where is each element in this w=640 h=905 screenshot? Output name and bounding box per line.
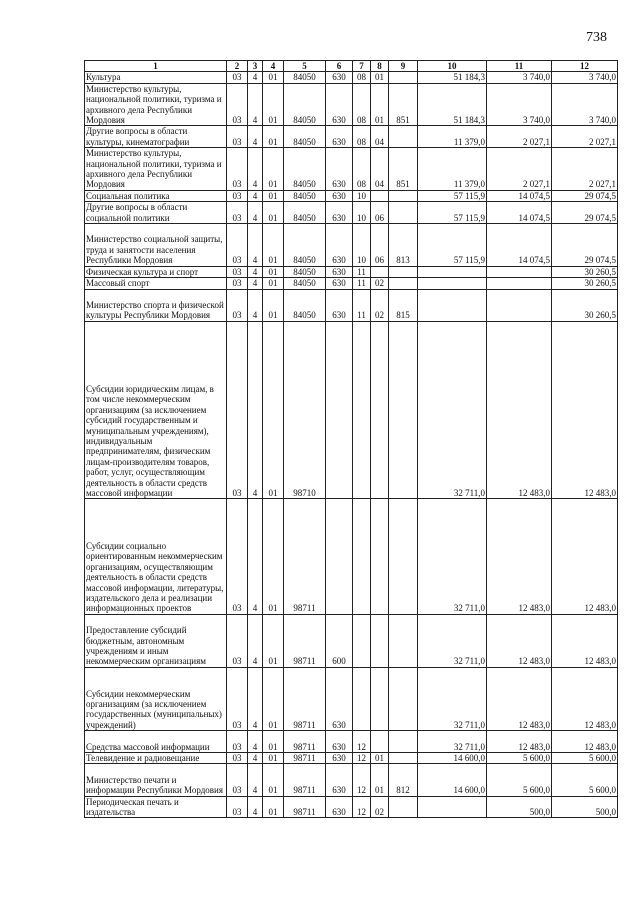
code-col-7: 12 <box>353 764 371 796</box>
amount-col-10: 14 600,0 <box>418 753 487 764</box>
code-col-9 <box>389 266 418 277</box>
column-header: 2 <box>227 61 248 72</box>
table-row <box>85 224 618 267</box>
row-name: Министерство культуры, национальной политики, туризма и архивного дела Республики Мордовия <box>85 83 227 126</box>
code-col-8 <box>371 266 389 277</box>
amount-col-12: 500,0 <box>552 796 618 818</box>
row-name: Периодическая печать и издательства <box>85 796 227 818</box>
code-col-3: 4 <box>248 278 263 289</box>
amount-col-12: 12 483,0 <box>552 321 618 499</box>
column-header: 10 <box>418 61 487 72</box>
code-col-4: 01 <box>263 148 284 191</box>
code-col-6: 630 <box>326 148 353 191</box>
code-col-7: 11 <box>353 289 371 321</box>
code-col-4: 01 <box>263 289 284 321</box>
amount-col-12: 29 074,5 <box>552 202 618 224</box>
amount-col-10 <box>418 266 487 277</box>
code-col-3: 4 <box>248 499 263 614</box>
amount-col-12: 5 600,0 <box>552 753 618 764</box>
code-col-9: 813 <box>389 224 418 267</box>
code-col-7: 08 <box>353 83 371 126</box>
code-col-4: 01 <box>263 202 284 224</box>
table-row <box>85 796 618 818</box>
amount-col-12: 2 027,1 <box>552 126 618 148</box>
column-header: 7 <box>353 61 371 72</box>
amount-col-11: 12 483,0 <box>487 731 552 753</box>
code-col-9 <box>389 667 418 730</box>
code-col-2: 03 <box>227 796 248 818</box>
code-col-7: 10 <box>353 224 371 267</box>
code-col-4: 01 <box>263 796 284 818</box>
column-header: 6 <box>326 61 353 72</box>
code-col-5: 98711 <box>284 796 326 818</box>
column-header: 1 <box>85 61 227 72</box>
code-col-7 <box>353 614 371 667</box>
code-col-7: 11 <box>353 278 371 289</box>
code-col-4: 01 <box>263 278 284 289</box>
code-col-8 <box>371 731 389 753</box>
row-name: Субсидии некоммерческим организациям (за исключением государственных (муниципальных) учреждений) <box>85 667 227 730</box>
table-row <box>85 202 618 224</box>
code-col-2: 03 <box>227 266 248 277</box>
code-col-5: 84050 <box>284 224 326 267</box>
code-col-9 <box>389 499 418 614</box>
code-col-6: 630 <box>326 224 353 267</box>
amount-col-12: 12 483,0 <box>552 667 618 730</box>
row-name: Субсидии юридическим лицам, в том числе некоммерческим организациям (за исключением субсидий государственным и муниципальным учреждениям), индивидуальным предпринимателям, физическим лицам-производителям товаров, работ, услуг, осуществляющим деятельность в области средств массовой информации <box>85 321 227 499</box>
code-col-9 <box>389 126 418 148</box>
table-row <box>85 266 618 277</box>
column-header: 8 <box>371 61 389 72</box>
code-col-4: 01 <box>263 126 284 148</box>
code-col-4: 01 <box>263 753 284 764</box>
code-col-5: 84050 <box>284 83 326 126</box>
code-col-9: 851 <box>389 148 418 191</box>
code-col-8: 02 <box>371 278 389 289</box>
table-row <box>85 83 618 126</box>
column-header: 12 <box>552 61 618 72</box>
code-col-9 <box>389 278 418 289</box>
code-col-3: 4 <box>248 753 263 764</box>
amount-col-11 <box>487 278 552 289</box>
code-col-2: 03 <box>227 126 248 148</box>
code-col-2: 03 <box>227 202 248 224</box>
row-name: Министерство спорта и физической культуры Республики Мордовия <box>85 289 227 321</box>
code-col-3: 4 <box>248 190 263 201</box>
code-col-5: 98711 <box>284 614 326 667</box>
amount-col-11: 2 027,1 <box>487 126 552 148</box>
code-col-9 <box>389 202 418 224</box>
amount-col-10: 11 379,0 <box>418 148 487 191</box>
row-name: Министерство культуры, национальной политики, туризма и архивного дела Республики Мордовия <box>85 148 227 191</box>
page-number: 738 <box>586 30 607 45</box>
table-row <box>85 614 618 667</box>
code-col-5: 84050 <box>284 266 326 277</box>
code-col-8: 01 <box>371 83 389 126</box>
code-col-9 <box>389 753 418 764</box>
code-col-6: 630 <box>326 753 353 764</box>
code-col-5: 84050 <box>284 126 326 148</box>
code-col-6: 630 <box>326 202 353 224</box>
row-name: Министерство социальной защиты, труда и занятости населения Республики Мордовия <box>85 224 227 267</box>
code-col-8: 04 <box>371 148 389 191</box>
code-col-5: 84050 <box>284 190 326 201</box>
code-col-6: 630 <box>326 83 353 126</box>
amount-col-10: 57 115,9 <box>418 224 487 267</box>
table-row <box>85 126 618 148</box>
amount-col-12: 5 600,0 <box>552 764 618 796</box>
code-col-9 <box>389 796 418 818</box>
code-col-6: 630 <box>326 72 353 83</box>
amount-col-10: 32 711,0 <box>418 321 487 499</box>
table-row <box>85 667 618 730</box>
amount-col-10: 51 184,3 <box>418 72 487 83</box>
code-col-7: 12 <box>353 753 371 764</box>
row-name: Другие вопросы в области культуры, кинематографии <box>85 126 227 148</box>
code-col-4: 01 <box>263 321 284 499</box>
amount-col-10: 57 115,9 <box>418 202 487 224</box>
code-col-7 <box>353 667 371 730</box>
code-col-4: 01 <box>263 266 284 277</box>
code-col-2: 03 <box>227 289 248 321</box>
code-col-3: 4 <box>248 72 263 83</box>
code-col-6: 630 <box>326 764 353 796</box>
column-header: 9 <box>389 61 418 72</box>
column-header: 4 <box>263 61 284 72</box>
code-col-6: 600 <box>326 614 353 667</box>
amount-col-11: 3 740,0 <box>487 83 552 126</box>
amount-col-11: 12 483,0 <box>487 321 552 499</box>
table-row <box>85 72 618 83</box>
code-col-4: 01 <box>263 667 284 730</box>
code-col-9: 812 <box>389 764 418 796</box>
code-col-4: 01 <box>263 614 284 667</box>
amount-col-10: 57 115,9 <box>418 190 487 201</box>
amount-col-11: 12 483,0 <box>487 499 552 614</box>
amount-col-12: 29 074,5 <box>552 190 618 201</box>
table-row <box>85 148 618 191</box>
code-col-2: 03 <box>227 148 248 191</box>
code-col-4: 01 <box>263 72 284 83</box>
table-row <box>85 278 618 289</box>
row-name: Массовый спорт <box>85 278 227 289</box>
code-col-5: 98710 <box>284 321 326 499</box>
amount-col-11: 14 074,5 <box>487 202 552 224</box>
amount-col-10: 14 600,0 <box>418 764 487 796</box>
code-col-5: 98711 <box>284 499 326 614</box>
amount-col-11: 12 483,0 <box>487 667 552 730</box>
amount-col-10: 32 711,0 <box>418 499 487 614</box>
code-col-9 <box>389 190 418 201</box>
amount-col-12: 12 483,0 <box>552 731 618 753</box>
code-col-8 <box>371 499 389 614</box>
code-col-4: 01 <box>263 764 284 796</box>
code-col-2: 03 <box>227 224 248 267</box>
amount-col-11: 5 600,0 <box>487 764 552 796</box>
code-col-3: 4 <box>248 731 263 753</box>
code-col-5: 84050 <box>284 148 326 191</box>
code-col-6 <box>326 499 353 614</box>
code-col-3: 4 <box>248 83 263 126</box>
amount-col-10: 32 711,0 <box>418 614 487 667</box>
code-col-8 <box>371 614 389 667</box>
code-col-5: 84050 <box>284 289 326 321</box>
code-col-2: 03 <box>227 667 248 730</box>
code-col-5: 84050 <box>284 202 326 224</box>
code-col-7: 10 <box>353 190 371 201</box>
code-col-6: 630 <box>326 731 353 753</box>
amount-col-11: 500,0 <box>487 796 552 818</box>
code-col-5: 98711 <box>284 764 326 796</box>
code-col-6: 630 <box>326 266 353 277</box>
code-col-3: 4 <box>248 764 263 796</box>
row-name: Предоставление субсидий бюджетным, автономным учреждениям и иным некоммерческим организациям <box>85 614 227 667</box>
code-col-4: 01 <box>263 499 284 614</box>
amount-col-10: 11 379,0 <box>418 126 487 148</box>
code-col-4: 01 <box>263 83 284 126</box>
row-name: Министерство печати и информации Республики Мордовия <box>85 764 227 796</box>
code-col-2: 03 <box>227 321 248 499</box>
amount-col-12: 3 740,0 <box>552 83 618 126</box>
amount-col-12: 30 260,5 <box>552 278 618 289</box>
code-col-7: 12 <box>353 796 371 818</box>
code-col-7: 08 <box>353 72 371 83</box>
code-col-8: 02 <box>371 796 389 818</box>
code-col-9 <box>389 72 418 83</box>
amount-col-11 <box>487 289 552 321</box>
amount-col-10 <box>418 278 487 289</box>
column-header: 11 <box>487 61 552 72</box>
row-name: Физическая культура и спорт <box>85 266 227 277</box>
code-col-3: 4 <box>248 614 263 667</box>
amount-col-11: 3 740,0 <box>487 72 552 83</box>
column-header: 5 <box>284 61 326 72</box>
row-name: Культура <box>85 72 227 83</box>
amount-col-12: 30 260,5 <box>552 289 618 321</box>
code-col-4: 01 <box>263 731 284 753</box>
amount-col-11: 14 074,5 <box>487 190 552 201</box>
code-col-2: 03 <box>227 72 248 83</box>
code-col-9 <box>389 614 418 667</box>
code-col-5: 98711 <box>284 753 326 764</box>
code-col-7: 08 <box>353 148 371 191</box>
code-col-5: 98711 <box>284 667 326 730</box>
budget-table <box>84 60 618 818</box>
code-col-3: 4 <box>248 289 263 321</box>
code-col-3: 4 <box>248 667 263 730</box>
table-body <box>85 72 618 818</box>
code-col-2: 03 <box>227 753 248 764</box>
code-col-8: 02 <box>371 289 389 321</box>
code-col-3: 4 <box>248 202 263 224</box>
code-col-2: 03 <box>227 83 248 126</box>
code-col-3: 4 <box>248 321 263 499</box>
code-col-6: 630 <box>326 289 353 321</box>
table-row <box>85 753 618 764</box>
code-col-6: 630 <box>326 667 353 730</box>
code-col-2: 03 <box>227 614 248 667</box>
amount-col-11: 5 600,0 <box>487 753 552 764</box>
table-row <box>85 289 618 321</box>
amount-col-10: 51 184,3 <box>418 83 487 126</box>
amount-col-10 <box>418 796 487 818</box>
code-col-2: 03 <box>227 499 248 614</box>
code-col-2: 03 <box>227 731 248 753</box>
amount-col-11 <box>487 266 552 277</box>
row-name: Субсидии социально ориентированным некоммерческим организациям, осуществляющим деятельность в области средств массовой информации, литературы, издательского дела и реализации информационных проектов <box>85 499 227 614</box>
code-col-6: 630 <box>326 126 353 148</box>
table-row <box>85 764 618 796</box>
code-col-7 <box>353 499 371 614</box>
code-col-9: 815 <box>389 289 418 321</box>
amount-col-10: 32 711,0 <box>418 667 487 730</box>
code-col-8: 06 <box>371 202 389 224</box>
code-col-8 <box>371 667 389 730</box>
code-col-6: 630 <box>326 796 353 818</box>
code-col-3: 4 <box>248 224 263 267</box>
amount-col-11: 12 483,0 <box>487 614 552 667</box>
amount-col-12: 29 074,5 <box>552 224 618 267</box>
header-row <box>85 61 618 72</box>
amount-col-11: 2 027,1 <box>487 148 552 191</box>
code-col-8: 01 <box>371 753 389 764</box>
code-col-2: 03 <box>227 764 248 796</box>
code-col-7: 12 <box>353 731 371 753</box>
code-col-7 <box>353 321 371 499</box>
code-col-6: 630 <box>326 190 353 201</box>
code-col-4: 01 <box>263 224 284 267</box>
amount-col-12: 3 740,0 <box>552 72 618 83</box>
code-col-5: 98711 <box>284 731 326 753</box>
row-name: Социальная политика <box>85 190 227 201</box>
code-col-3: 4 <box>248 266 263 277</box>
code-col-9: 851 <box>389 83 418 126</box>
table-row <box>85 190 618 201</box>
code-col-4: 01 <box>263 190 284 201</box>
code-col-7: 08 <box>353 126 371 148</box>
amount-col-12: 12 483,0 <box>552 499 618 614</box>
code-col-2: 03 <box>227 278 248 289</box>
code-col-7: 11 <box>353 266 371 277</box>
amount-col-12: 2 027,1 <box>552 148 618 191</box>
code-col-3: 4 <box>248 126 263 148</box>
code-col-3: 4 <box>248 796 263 818</box>
code-col-7: 10 <box>353 202 371 224</box>
code-col-6: 630 <box>326 278 353 289</box>
code-col-3: 4 <box>248 148 263 191</box>
code-col-8 <box>371 190 389 201</box>
table-row <box>85 321 618 499</box>
code-col-9 <box>389 321 418 499</box>
row-name: Телевидение и радиовещание <box>85 753 227 764</box>
column-header: 3 <box>248 61 263 72</box>
table-row <box>85 499 618 614</box>
amount-col-11: 14 074,5 <box>487 224 552 267</box>
code-col-2: 03 <box>227 190 248 201</box>
code-col-8: 01 <box>371 72 389 83</box>
code-col-5: 84050 <box>284 72 326 83</box>
code-col-8: 04 <box>371 126 389 148</box>
amount-col-10: 32 711,0 <box>418 731 487 753</box>
table-row <box>85 731 618 753</box>
amount-col-12: 12 483,0 <box>552 614 618 667</box>
amount-col-10 <box>418 289 487 321</box>
row-name: Другие вопросы в области социальной политики <box>85 202 227 224</box>
code-col-6 <box>326 321 353 499</box>
amount-col-12: 30 260,5 <box>552 266 618 277</box>
code-col-8 <box>371 321 389 499</box>
code-col-8: 01 <box>371 764 389 796</box>
code-col-5: 84050 <box>284 278 326 289</box>
code-col-9 <box>389 731 418 753</box>
row-name: Средства массовой информации <box>85 731 227 753</box>
code-col-8: 06 <box>371 224 389 267</box>
